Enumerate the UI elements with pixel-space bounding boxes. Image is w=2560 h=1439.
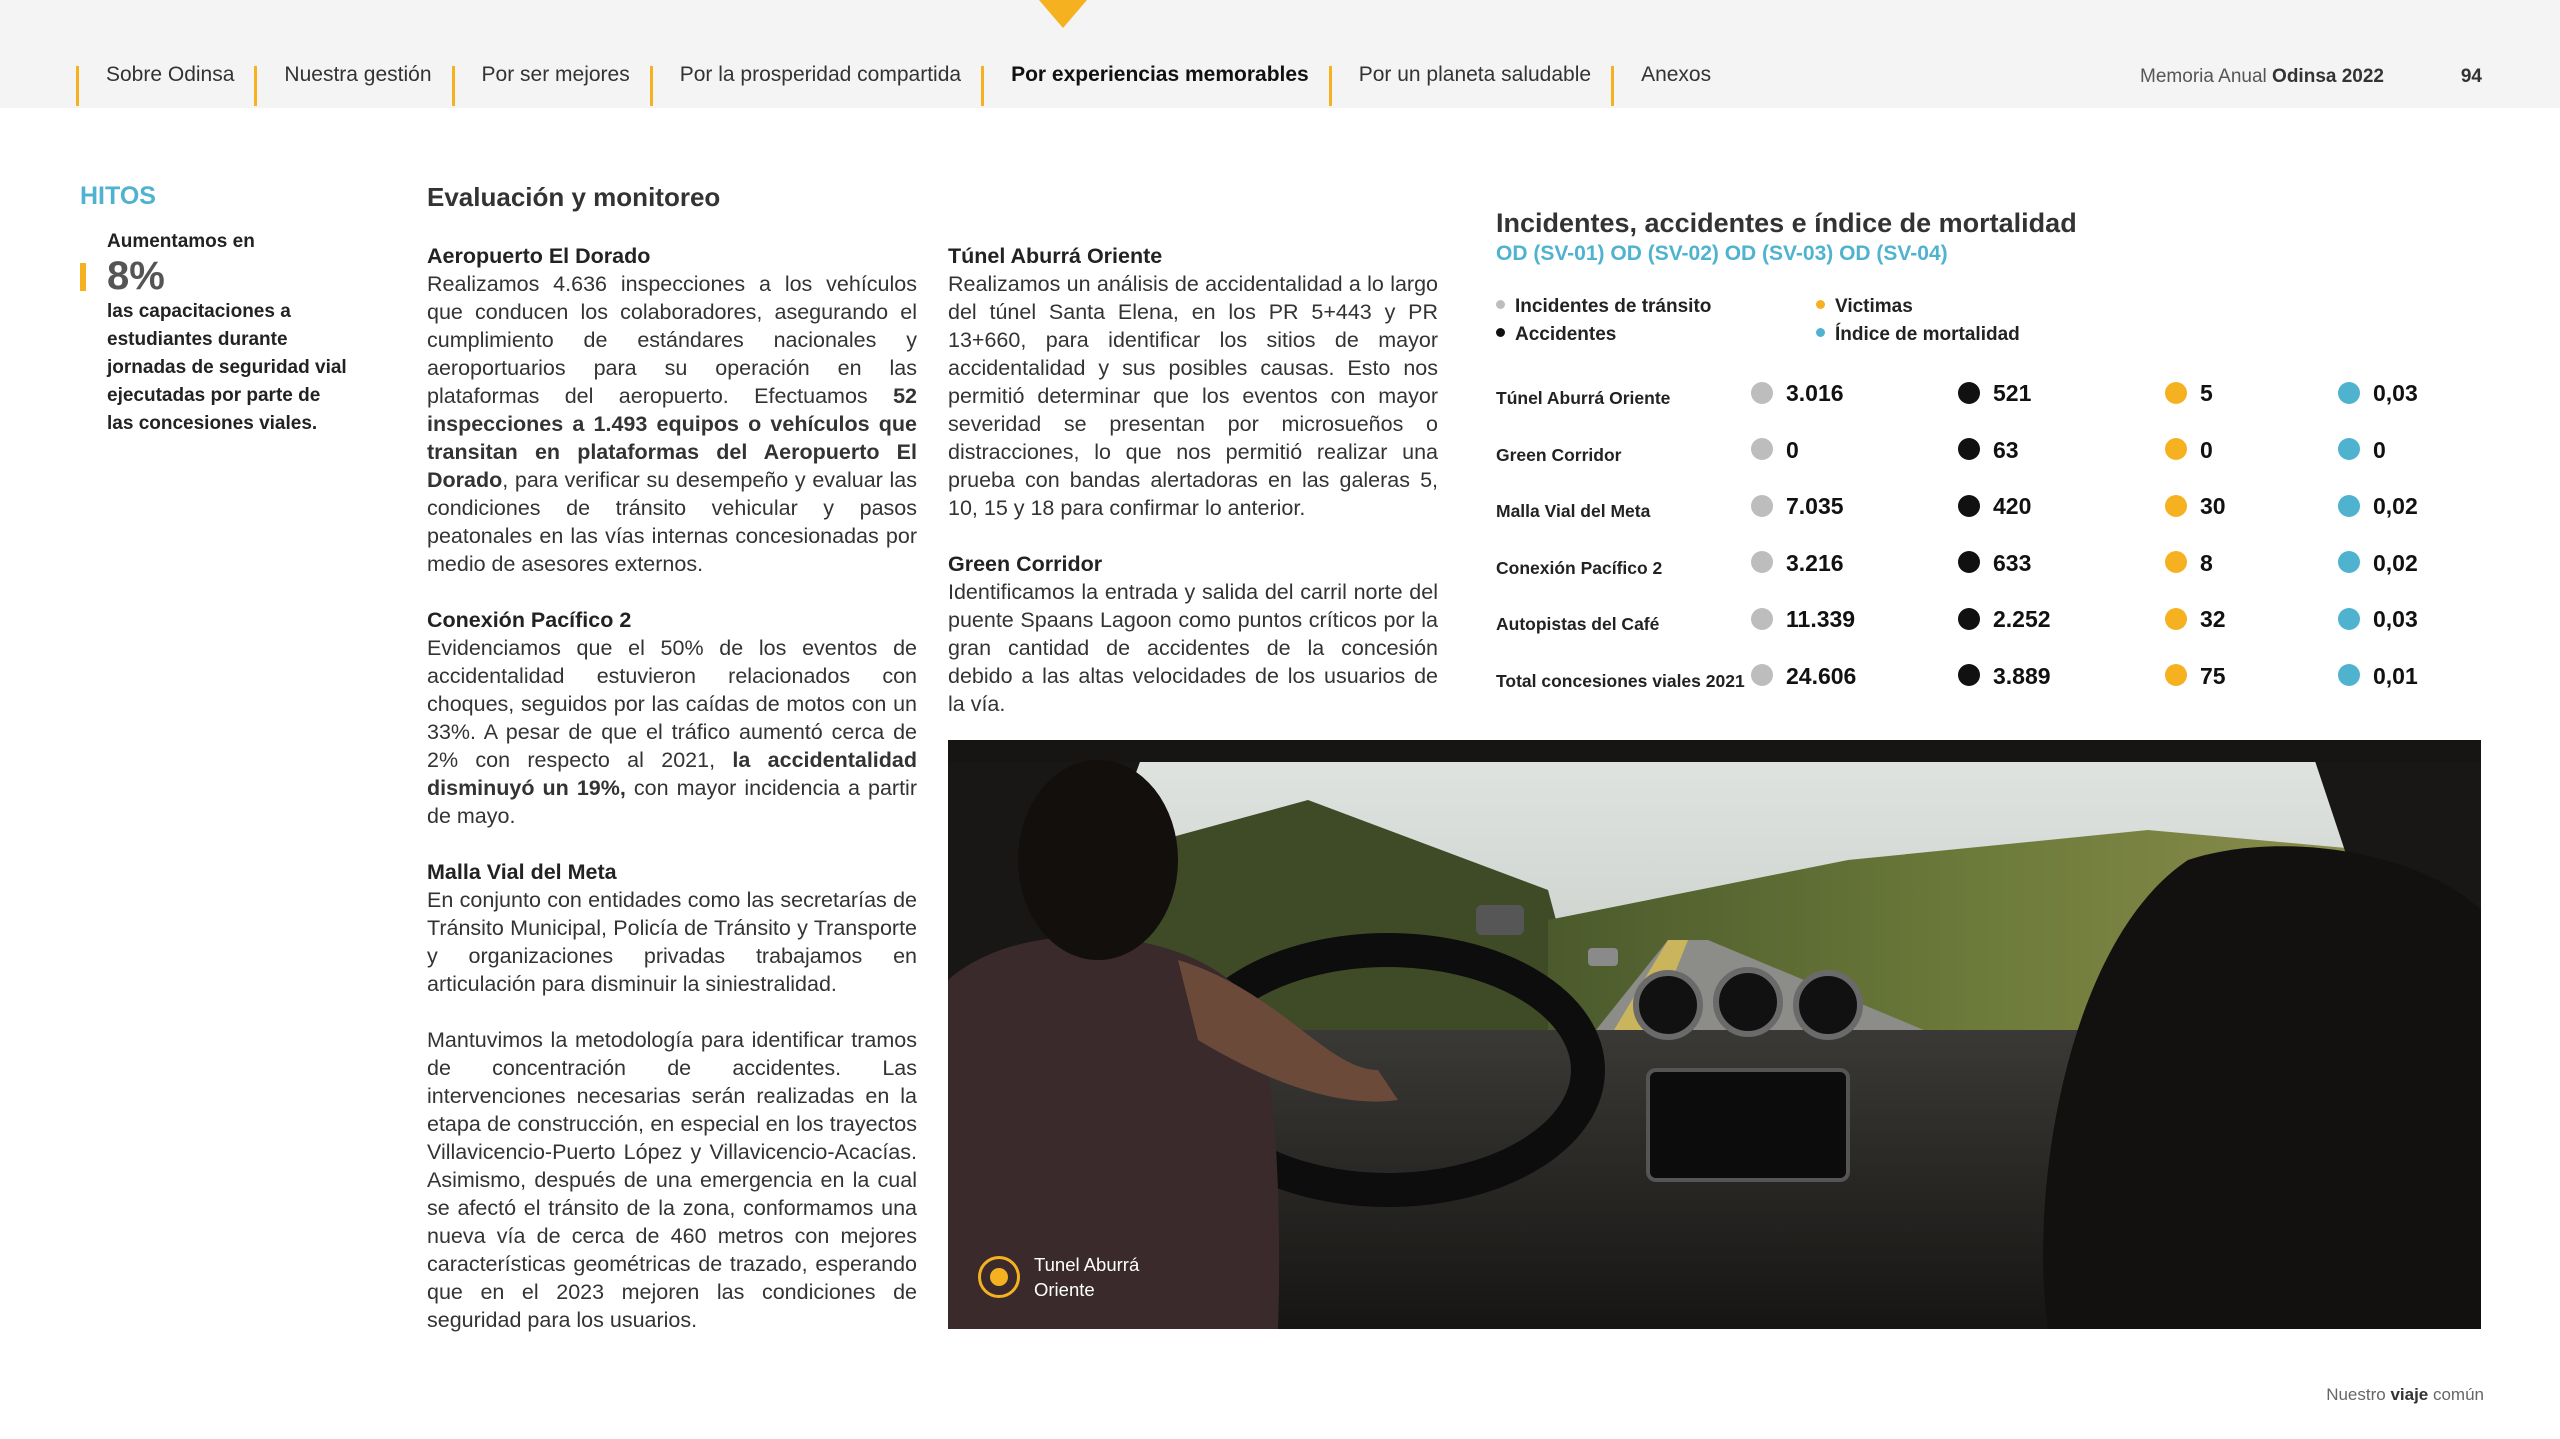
location-pin-icon: [978, 1256, 1020, 1298]
table-cell: [2165, 437, 2213, 463]
hitos-pre-text: Aumentamos en: [107, 231, 255, 252]
table-cell: [1958, 606, 2051, 632]
nav-item[interactable]: Anexos: [1611, 62, 1731, 106]
legend-item: [1496, 324, 1616, 346]
row-label: Green Corridor: [1496, 444, 1622, 465]
photo-caption: [978, 1252, 1184, 1302]
legend-item: [1816, 324, 2020, 346]
series-dot: [1751, 438, 1773, 460]
table-cell: [2338, 606, 2418, 632]
pacifico-text-2: con mayor incidencia a partir de mayo.: [427, 776, 917, 828]
stats-table: [1496, 376, 2496, 715]
table-row: [1496, 602, 2496, 659]
cell-value: 3.016: [1786, 380, 1844, 406]
driving-photo: [948, 740, 2481, 1329]
cell-value: 2.252: [1993, 606, 2051, 632]
legend-label: Índice de mortalidad: [1835, 324, 2020, 345]
table-row: [1496, 659, 2496, 716]
table-cell: [1958, 550, 2031, 576]
row-label: Total concesiones viales 2021: [1496, 670, 1745, 691]
table-cell: [2165, 550, 2213, 576]
table-cell: [1751, 380, 1844, 406]
footer-tagline: [2326, 1385, 2484, 1405]
table-cell: [1751, 663, 1856, 689]
nav-item[interactable]: Sobre Odinsa: [76, 62, 254, 106]
series-dot: [2165, 551, 2187, 573]
table-cell: [2338, 663, 2418, 689]
series-dot: [1751, 495, 1773, 517]
cell-value: 24.606: [1786, 662, 1857, 689]
series-dot: [2165, 608, 2187, 630]
footer-bold: viaje: [2390, 1385, 2429, 1404]
footer-suffix: común: [2428, 1385, 2484, 1404]
legend-dot: [1496, 300, 1505, 309]
page-number: 94: [2460, 66, 2482, 87]
cell-value: 0: [1786, 436, 1799, 463]
stats-subtitle: OD (SV-01) OD (SV-02) OD (SV-03) OD (SV-04): [1496, 242, 1948, 265]
cell-value: 7.035: [1786, 493, 1844, 519]
photo-caption-text: Tunel Aburrá Oriente: [1034, 1254, 1140, 1300]
legend-label: Incidentes de tránsito: [1515, 296, 1712, 317]
cell-value: 8: [2200, 549, 2213, 576]
legend-dot: [1816, 300, 1825, 309]
stats-title: Incidentes, accidentes e índice de mortalidad: [1496, 208, 2077, 238]
table-cell: [2165, 606, 2226, 632]
cell-value: 0,02: [2373, 549, 2418, 576]
document-title-bold: Odinsa 2022: [2272, 66, 2384, 87]
series-dot: [1958, 382, 1980, 404]
table-cell: [1751, 437, 1799, 463]
table-cell: [1958, 437, 2019, 463]
cell-value: 5: [2200, 380, 2213, 406]
series-dot: [1958, 438, 1980, 460]
table-cell: [2338, 550, 2418, 576]
nav-item[interactable]: Por un planeta saludable: [1329, 62, 1611, 106]
table-cell: [2165, 493, 2226, 519]
left-text-column: [427, 242, 917, 1334]
meta-paragraph-2: Mantuvimos la metodología para identificar tramos de concentración de accidentes. Las intervenciones necesarias serán realizadas en la etapa de construcción, en especial en los trayectos Villavicencio-Puerto López y Villavicencio-Acacías. Asimismo, después de una emergencia en la cual se afectó el tránsito de la zona, conformamos una nueva vía de cerca de 460 metros con mejores características geométricas de trazado, esperando que en el 2023 mejoren las condiciones de seguridad para los usuarios.: [427, 1028, 917, 1332]
cell-value: 420: [1993, 493, 2032, 519]
cell-value: 30: [2200, 493, 2226, 519]
cell-value: 3.889: [1993, 662, 2051, 689]
series-dot: [1751, 551, 1773, 573]
legend-item: [1496, 296, 1711, 318]
series-dot: [1751, 382, 1773, 404]
table-row: [1496, 546, 2496, 603]
table-cell: [1958, 663, 2051, 689]
cell-value: 0: [2200, 436, 2213, 463]
legend-dot: [1496, 328, 1505, 337]
eldorado-paragraph: [427, 270, 917, 578]
table-cell: [1751, 550, 1844, 576]
series-dot: [2165, 438, 2187, 460]
green-corridor-heading: Green Corridor: [948, 552, 1103, 576]
cell-value: 0,03: [2373, 606, 2418, 632]
pacifico-text-bold: la accidentalidad disminuyó un 19%,: [427, 748, 918, 800]
cell-value: 3.216: [1786, 549, 1844, 576]
cell-value: 0: [2373, 436, 2386, 463]
green-corridor-paragraph: Identificamos la entrada y salida del carril norte del puente Spaans Lagoon como puntos críticos por la gran cantidad de accidentes de la concesión debido a las altas velocidades de los usuarios de la vía.: [948, 580, 1438, 716]
section-nav: [76, 62, 1731, 108]
hitos-text: las capacitaciones a estudiantes durante jornadas de seguridad vial ejecutadas por parte de las concesiones viales.: [107, 301, 347, 434]
pacifico-heading: Conexión Pacífico 2: [427, 608, 632, 632]
table-cell: [2165, 663, 2226, 689]
series-dot: [2338, 664, 2360, 686]
table-cell: [2338, 493, 2418, 519]
series-dot: [2338, 438, 2360, 460]
series-dot: [2165, 495, 2187, 517]
series-dot: [1958, 551, 1980, 573]
series-dot: [2338, 495, 2360, 517]
footer-prefix: Nuestro: [2326, 1385, 2391, 1404]
table-row: [1496, 433, 2496, 490]
hitos-title: HITOS: [80, 182, 156, 210]
legend-item: [1816, 296, 1913, 318]
tunel-paragraph: Realizamos un análisis de accidentalidad a lo largo del túnel Santa Elena, en los PR 5+443 y PR 13+660, para identificar los sitios de mayor accidentalidad y sus posibles causas. Esto nos permitió determinar que los eventos con mayor severidad se presentan por microsueños o distracciones, lo que nos permitió realizar una prueba con bandas alertadoras en las galeras 5, 10, 15 y 18 para confirmar lo anterior.: [948, 272, 1438, 520]
row-label: Malla Vial del Meta: [1496, 501, 1651, 521]
series-dot: [1751, 608, 1773, 630]
series-dot: [2338, 551, 2360, 573]
stats-legend: [1496, 296, 2096, 356]
cell-value: 11.339: [1786, 606, 1856, 632]
table-cell: [1958, 380, 2031, 406]
cell-value: 0,02: [2373, 493, 2418, 519]
table-cell: [1751, 493, 1844, 519]
table-row: [1496, 489, 2496, 546]
table-cell: [2165, 380, 2213, 406]
hitos-accent-bar: [80, 263, 86, 291]
cell-value: 633: [1993, 549, 2032, 576]
series-dot: [2165, 664, 2187, 686]
table-cell: [1958, 493, 2031, 519]
section-title: Evaluación y monitoreo: [427, 182, 721, 212]
eldorado-text-1: Realizamos 4.636 inspecciones a los vehículos que conducen los colaboradores, asegurando el cumplimiento de estándares nacionales y aeroportuarios para su operación en las plataformas del aeropuerto. Efectuamos: [427, 272, 917, 408]
nav-item[interactable]: Por experiencias memorables: [981, 62, 1329, 106]
nav-item[interactable]: Por ser mejores: [452, 62, 650, 106]
nav-item[interactable]: Nuestra gestión: [254, 62, 451, 106]
eldorado-text-2: , para verificar su desempeño y evaluar las condiciones de tránsito vehicular y pasos peatonales en las vías internas concesionadas por medio de asesores externos.: [427, 468, 917, 576]
active-section-marker: [1039, 0, 1087, 28]
table-cell: [2338, 437, 2386, 463]
row-label: Túnel Aburrá Oriente: [1496, 388, 1671, 408]
legend-dot: [1816, 328, 1825, 337]
series-dot: [2338, 382, 2360, 404]
cell-value: 0,01: [2373, 662, 2418, 689]
cell-value: 63: [1993, 436, 2019, 463]
legend-label: Victimas: [1835, 296, 1913, 317]
cell-value: 521: [1993, 380, 2032, 406]
hitos-highlight: [80, 228, 350, 438]
car-interior-illustration: [948, 740, 2481, 1329]
middle-text-column: [948, 242, 1438, 718]
nav-item[interactable]: Por la prosperidad compartida: [650, 62, 981, 106]
series-dot: [2165, 382, 2187, 404]
tunel-heading: Túnel Aburrá Oriente: [948, 244, 1163, 268]
cell-value: 32: [2200, 606, 2226, 632]
pacifico-paragraph: [427, 634, 917, 830]
eldorado-text-bold: 52 inspecciones a 1.493 equipos o vehículos que transitan en plataformas del Aeropuerto El Dorado: [427, 384, 917, 492]
series-dot: [1958, 608, 1980, 630]
meta-paragraph-1: En conjunto con entidades como las secretarías de Tránsito Municipal, Policía de Tránsito y Transporte y organizaciones privadas trabajamos en articulación para disminuir la siniestralidad.: [427, 888, 917, 996]
series-dot: [1751, 664, 1773, 686]
cell-value: 75: [2200, 662, 2226, 689]
eldorado-heading: Aeropuerto El Dorado: [427, 244, 651, 268]
row-label: Conexión Pacífico 2: [1496, 557, 1663, 578]
document-title-prefix: Memoria Anual: [2140, 66, 2273, 87]
row-label: Autopistas del Café: [1496, 614, 1660, 634]
pacifico-text-1: Evidenciamos que el 50% de los eventos de accidentalidad estuvieron relacionados con choques, seguidos por las caídas de motos con un 33%. A pesar de que el tráfico aumentó cerca de 2% con respecto al 2021,: [427, 636, 917, 772]
meta-heading: Malla Vial del Meta: [427, 860, 617, 884]
top-navigation-bar: [0, 0, 2560, 108]
document-title: [2140, 66, 2384, 88]
cell-value: 0,03: [2373, 380, 2418, 406]
legend-label: Accidentes: [1515, 324, 1617, 345]
series-dot: [1958, 495, 1980, 517]
hitos-value: 8%: [107, 254, 165, 298]
table-row: [1496, 376, 2496, 433]
table-cell: [1751, 606, 1855, 632]
series-dot: [2338, 608, 2360, 630]
series-dot: [1958, 664, 1980, 686]
table-cell: [2338, 380, 2418, 406]
